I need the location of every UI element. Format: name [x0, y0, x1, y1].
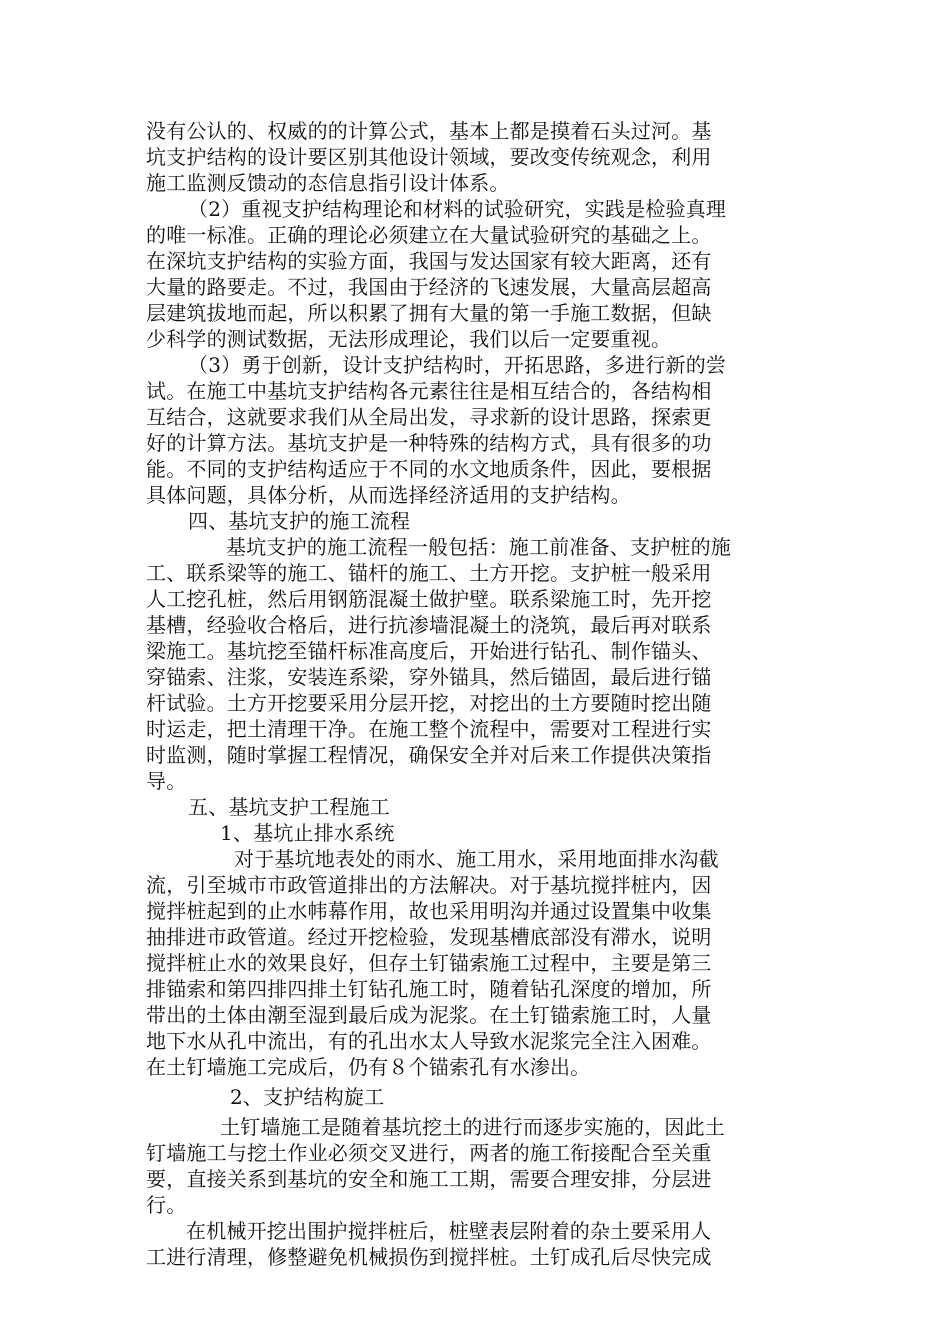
text-line: 工、联系梁等的施工、锚杆的施工、土方开挖。支护桩一般采用 — [146, 561, 712, 585]
text-line: 能。不同的支护结构适应于不同的水文地质条件，因此，要根据 — [146, 457, 712, 481]
text-line: 穿锚索、注浆，安装连系梁，穿外锚具，然后锚固，最后进行锚 — [146, 665, 712, 689]
text-line: 坑支护结构的设计要区别其他设计领域，要改变传统观念，利用 — [146, 145, 712, 169]
section-heading: 四、基坑支护的施工流程 — [188, 509, 411, 533]
text-line: 排锚索和第四排四排土钉钻孔施工时，随着钻孔深度的增加，所 — [146, 977, 712, 1001]
text-line: 施工监测反馈动的态信息指引设计体系。 — [146, 171, 510, 195]
text-line: 的唯一标准。正确的理论必须建立在大量试验研究的基础之上。 — [146, 223, 712, 247]
text-line: 人工挖孔桩，然后用钢筋混凝土做护壁。联系梁施工时，先开挖 — [146, 587, 712, 611]
subsection-heading: 1、基坑止排水系统 — [220, 821, 395, 845]
text-line: 层建筑拔地而起，所以积累了拥有大量的第一手施工数据，但缺 — [146, 301, 712, 325]
text-line: 导。 — [146, 769, 187, 793]
text-line: 没有公认的、权威的的计算公式，基本上都是摸着石头过河。基 — [146, 119, 712, 143]
text-line: 杆试验。土方开挖要采用分层开挖，对挖出的土方要随时挖出随 — [146, 691, 712, 715]
text-line: 钉墙施工与挖土作业必须交叉进行，两者的施工衔接配合至关重 — [146, 1141, 712, 1165]
text-line: 要，直接关系到基坑的安全和施工工期，需要合理安排，分层进 — [146, 1167, 712, 1191]
text-line: 地下水从孔中流出，有的孔出水太人导致水泥浆完全注入困难。 — [146, 1029, 712, 1053]
text-line: 行。 — [146, 1193, 187, 1217]
text-line: 时监测，随时掌握工程情况，确保安全并对后来工作提供决策指 — [146, 743, 712, 767]
text-line: 土钉墙施工是随着基坑挖土的进行而逐步实施的，因此土 — [220, 1115, 725, 1139]
section-heading: 五、基坑支护工程施工 — [188, 795, 390, 819]
text-line: 在深坑支护结构的实验方面，我国与发达国家有较大距离，还有 — [146, 249, 712, 273]
text-line: 互结合，这就要求我们从全局出发，寻求新的设计思路，探索更 — [146, 405, 712, 429]
text-line: 搅拌桩止水的效果良好，但存土钉锚索施工过程中，主要是第三 — [146, 951, 712, 975]
text-line: 基槽，经验收合格后，进行抗渗墙混凝土的浇筑，最后再对联系 — [146, 613, 712, 637]
text-line: 梁施工。基坑挖至锚杆标准高度后，开始进行钻孔、制作锚头、 — [146, 639, 712, 663]
text-line: 时运走，把土清理干净。在施工整个流程中，需要对工程进行实 — [146, 717, 712, 741]
text-line: 好的计算方法。基坑支护是一种特殊的结构方式，具有很多的功 — [146, 431, 712, 455]
subsection-heading: 2、支护结构旋工 — [230, 1085, 385, 1109]
text-line: （2）重视支护结构理论和材料的试验研究，实践是检验真理 — [188, 197, 727, 221]
text-line: 基坑支护的施工流程一般包括：施工前准备、支护桩的施 — [226, 535, 731, 559]
text-line: 抽排进市政管道。经过开挖检验，发现基槽底部没有滞水，说明 — [146, 925, 712, 949]
text-line: 对于基坑地表处的雨水、施工用水，采用地面排水沟截 — [234, 847, 719, 871]
text-line: 大量的路要走。不过，我国由于经济的飞速发展，大量高层超高 — [146, 275, 712, 299]
text-line: 工进行清理，修整避免机械损伤到搅拌桩。土钉成孔后尽快完成 — [146, 1245, 712, 1269]
text-line: 流，引至城市市政管道排出的方法解决。对于基坑搅拌桩内，因 — [146, 873, 712, 897]
text-line: 带出的土体由潮至湿到最后成为泥浆。在土钉锚索施工时，人量 — [146, 1003, 712, 1027]
text-line: 在土钉墙施工完成后，仍有８个锚索孔有水渗出。 — [146, 1055, 591, 1079]
text-line: 搅拌桩起到的止水帏幕作用，故也采用明沟并通过设置集中收集 — [146, 899, 712, 923]
text-line: （3）勇于创新，设计支护结构时，开拓思路，多进行新的尝 — [188, 353, 727, 377]
text-line: 少科学的测试数据，无法形成理论，我们以后一定要重视。 — [146, 327, 672, 351]
document-page — [146, 118, 776, 1270]
text-line: 试。在施工中基坑支护结构各元素往往是相互结合的，各结构相 — [146, 379, 712, 403]
text-line: 在机械开挖出围护搅拌桩后，桩壁表层附着的杂土要采用人 — [186, 1219, 712, 1243]
text-line: 具体问题，具体分析，从而选择经济适用的支护结构。 — [146, 483, 631, 507]
